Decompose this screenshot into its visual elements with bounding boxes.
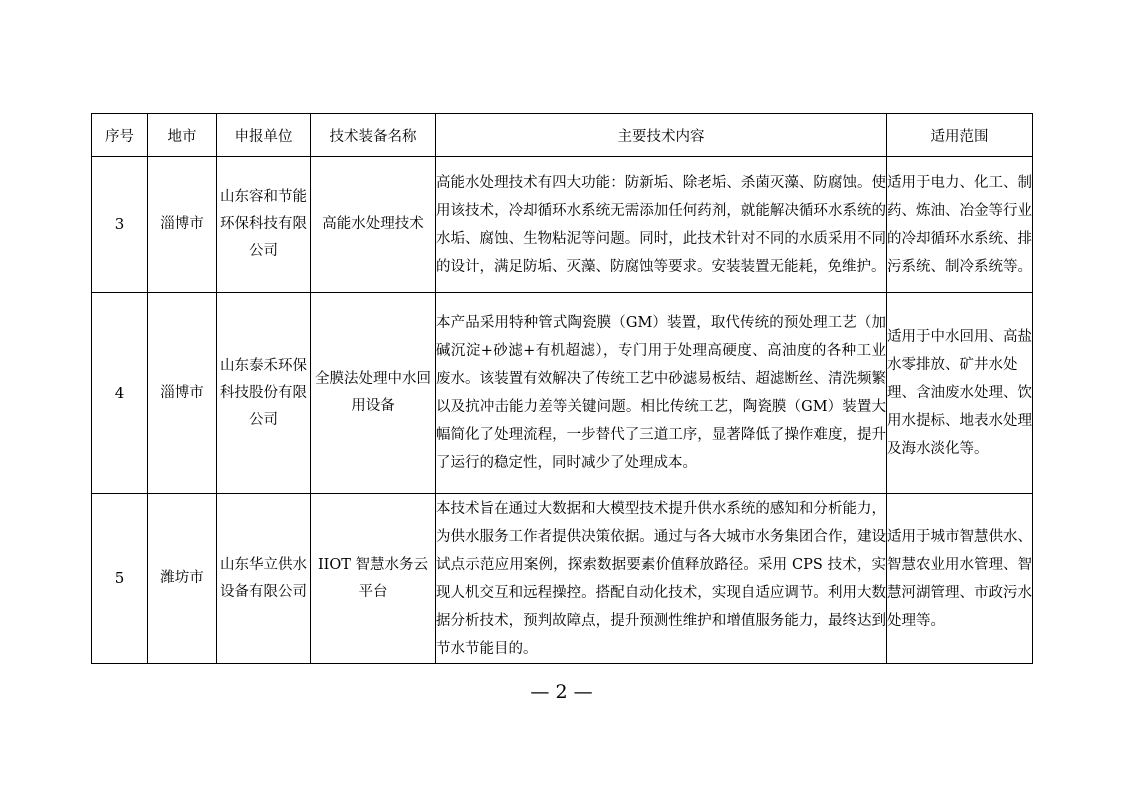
cell-city: 潍坊市 xyxy=(148,494,217,664)
cell-scope: 适用于城市智慧供水、智慧农业用水管理、智慧河湖管理、市政污水处理等。 xyxy=(887,494,1033,664)
cell-main-content: 本技术旨在通过大数据和大模型技术提升供水系统的感知和分析能力，为供水服务工作者提供决策依据。通过与各大城市水务集团合作，建设试点示范应用案例，探索数据要素价值释放路径。采用 CPS 技术，实现人机交互和远程操控。搭配自动化技术，实现自适应调节。利用大数据分析技术，预判故障点，提升预测性维护和增值服务能力，最终达到节水节能目的。 xyxy=(436,494,887,664)
cell-city: 淄博市 xyxy=(148,293,217,494)
table-row xyxy=(92,157,1033,293)
cell-serial-number: 4 xyxy=(92,293,148,494)
header-city: 地市 xyxy=(148,114,217,157)
cell-applicant-unit: 山东泰禾环保科技股份有限公司 xyxy=(217,293,311,494)
header-equipment-name: 技术装备名称 xyxy=(311,114,436,157)
cell-main-content: 本产品采用特种管式陶瓷膜（GM）装置，取代传统的预处理工艺（加碱沉淀+砂滤+有机超滤），专门用于处理高硬度、高油度的各种工业废水。该装置有效解决了传统工艺中砂滤易板结、超滤断丝、清洗频繁以及抗冲击能力差等关键问题。相比传统工艺，陶瓷膜（GM）装置大幅简化了处理流程，一步替代了三道工序，显著降低了操作难度，提升了运行的稳定性，同时减少了处理成本。 xyxy=(436,293,887,494)
header-serial-number: 序号 xyxy=(92,114,148,157)
table-row xyxy=(92,293,1033,494)
cell-main-content: 高能水处理技术有四大功能：防新垢、除老垢、杀菌灭藻、防腐蚀。使用该技术，冷却循环水系统无需添加任何药剂，就能解决循环水系统的水垢、腐蚀、生物粘泥等问题。同时，此技术针对不同的水质采用不同的设计，满足防垢、灭藻、防腐蚀等要求。安装装置无能耗，免维护。 xyxy=(436,157,887,293)
cell-equipment-name: 高能水处理技术 xyxy=(311,157,436,293)
cell-city: 淄博市 xyxy=(148,157,217,293)
cell-serial-number: 3 xyxy=(92,157,148,293)
header-scope: 适用范围 xyxy=(887,114,1033,157)
cell-scope: 适用于电力、化工、制药、炼油、冶金等行业的冷却循环水系统、排污系统、制冷系统等。 xyxy=(887,157,1033,293)
cell-equipment-name: IIOT 智慧水务云平台 xyxy=(311,494,436,664)
header-applicant-unit: 申报单位 xyxy=(217,114,311,157)
cell-serial-number: 5 xyxy=(92,494,148,664)
table-header-row xyxy=(92,114,1033,157)
header-main-content: 主要技术内容 xyxy=(436,114,887,157)
table-row xyxy=(92,494,1033,664)
cell-applicant-unit: 山东容和节能环保科技有限公司 xyxy=(217,157,311,293)
cell-applicant-unit: 山东华立供水设备有限公司 xyxy=(217,494,311,664)
cell-equipment-name: 全膜法处理中水回用设备 xyxy=(311,293,436,494)
technology-equipment-table xyxy=(91,113,1033,664)
cell-scope: 适用于中水回用、高盐水零排放、矿井水处理、含油废水处理、饮用水提标、地表水处理及海水淡化等。 xyxy=(887,293,1033,494)
page-number: — 2 — xyxy=(530,681,593,703)
